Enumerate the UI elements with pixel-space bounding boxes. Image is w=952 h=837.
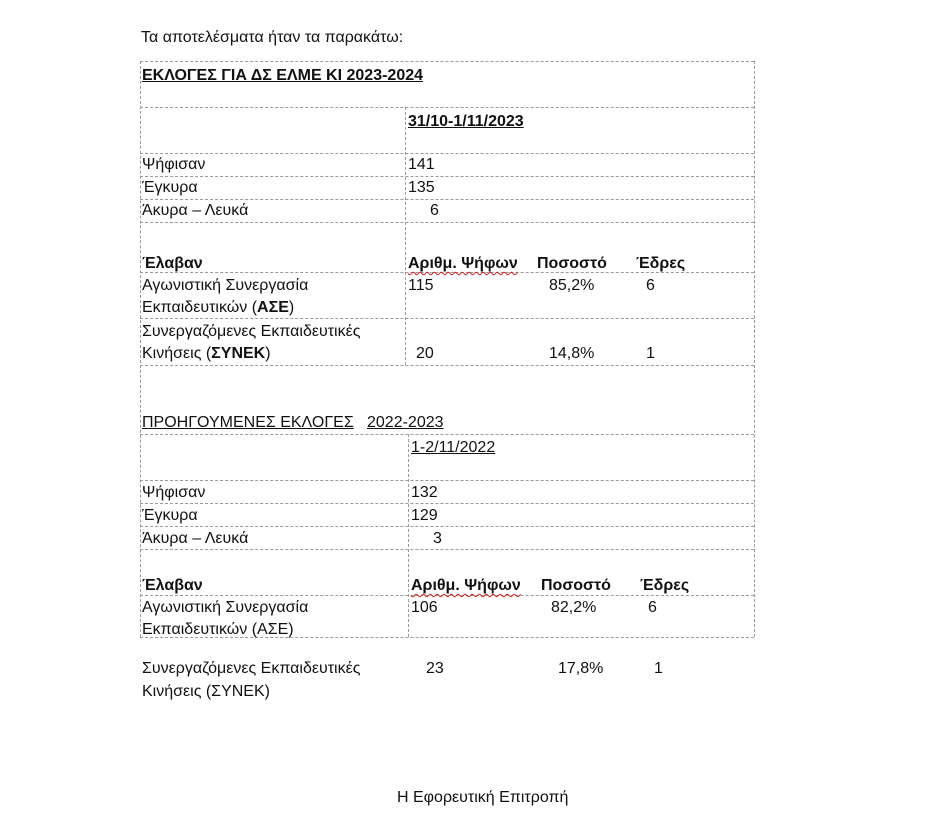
- previous-party1-line1: Αγωνιστική Συνεργασία: [142, 599, 309, 616]
- current-votes-header: [408, 254, 518, 274]
- current-party2-line1: Συνεργαζόμενες Εκπαιδευτικές: [142, 323, 361, 340]
- current-valid-label: Έγκυρα: [142, 179, 198, 196]
- current-party1-votes: 115: [408, 277, 434, 294]
- current-votes-header-text: Αριθμ. Ψήφων: [408, 255, 518, 272]
- current-party1-seats: 6: [646, 277, 655, 294]
- current-party2-line2-post: ): [265, 345, 271, 362]
- current-party2-seats: 1: [646, 345, 655, 362]
- current-percent-header: Ποσοστό: [537, 255, 607, 272]
- previous-valid-value: 129: [411, 507, 438, 524]
- current-date: 31/10-1/11/2023: [408, 113, 524, 130]
- current-valid-value: 135: [408, 179, 435, 196]
- previous-party2-seats: 1: [654, 660, 663, 677]
- current-voted-label: Ψήφισαν: [142, 156, 206, 173]
- previous-voted-label: Ψήφισαν: [142, 484, 206, 501]
- current-party2-percent: 14,8%: [549, 345, 595, 362]
- previous-percent-header: Ποσοστό: [541, 577, 611, 594]
- current-title-year: 2023-2024: [346, 67, 424, 84]
- current-party2-line2-pre: Κινήσεις (: [142, 345, 212, 362]
- previous-title-year: 2022-2023: [367, 414, 444, 431]
- current-voted-value: 141: [408, 156, 435, 173]
- current-party1-percent: 85,2%: [549, 277, 595, 294]
- previous-date: 1-2/11/2022: [411, 439, 496, 456]
- previous-title-main: ΠΡΟΗΓΟΥΜΕΝΕΣ ΕΚΛΟΓΕΣ: [142, 414, 354, 431]
- current-party1-line2: [142, 298, 294, 318]
- previous-party2-line1: Συνεργαζόμενες Εκπαιδευτικές: [142, 660, 361, 677]
- current-invalid-label: Άκυρα – Λευκά: [142, 202, 249, 219]
- current-party1-line1: Αγωνιστική Συνεργασία: [142, 277, 309, 294]
- previous-invalid-label: Άκυρα – Λευκά: [142, 530, 249, 547]
- previous-party2-votes: 23: [426, 660, 444, 677]
- previous-party1-line2: Εκπαιδευτικών (ΑΣΕ): [142, 621, 294, 638]
- previous-party1-seats: 6: [648, 599, 657, 616]
- current-invalid-value: 6: [430, 202, 439, 219]
- previous-party2-percent: 17,8%: [558, 660, 604, 677]
- previous-party1-votes: 106: [411, 599, 438, 616]
- previous-title: [142, 413, 354, 433]
- signature: Η Εφορευτική Επιτροπή: [397, 789, 569, 806]
- previous-votes-header: [411, 576, 521, 596]
- current-party1-line2-post: ): [288, 299, 295, 316]
- current-party2-abbr: ΣΥΝΕΚ: [211, 345, 266, 362]
- current-party2-line2: [142, 344, 271, 364]
- previous-seats-header: Έδρες: [640, 577, 690, 594]
- previous-invalid-value: 3: [433, 530, 442, 547]
- intro-text: Τα αποτελέσματα ήταν τα παρακάτω:: [141, 29, 404, 46]
- current-title: [142, 66, 423, 86]
- current-party1-abbr: ΑΣΕ: [257, 299, 289, 316]
- previous-valid-label: Έγκυρα: [142, 507, 198, 524]
- current-party2-votes: 20: [416, 345, 434, 362]
- previous-party2-line2: Κινήσεις (ΣΥΝΕΚ): [142, 683, 270, 700]
- previous-party1-percent: 82,2%: [551, 599, 597, 616]
- current-title-main: ΕΚΛΟΓΕΣ ΓΙΑ ΔΣ ΕΛΜΕ ΚΙ: [142, 67, 347, 84]
- current-seats-header: Έδρες: [636, 255, 686, 272]
- previous-votes-header-text: Αριθμ. Ψήφων: [411, 577, 521, 594]
- previous-received-header: Έλαβαν: [142, 577, 203, 594]
- current-received-header: Έλαβαν: [142, 255, 203, 272]
- current-party1-line2-pre: Εκπαιδευτικών (: [142, 299, 258, 316]
- previous-voted-value: 132: [411, 484, 438, 501]
